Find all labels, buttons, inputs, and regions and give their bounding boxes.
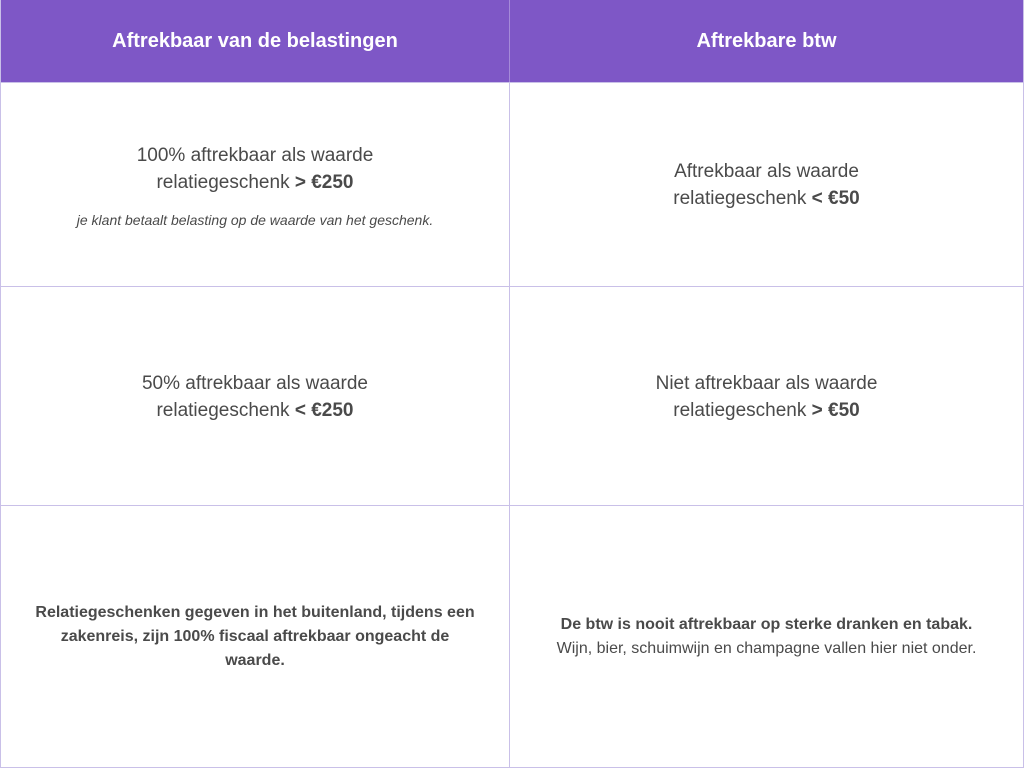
cell-main-text	[673, 158, 859, 212]
table-cell	[1, 83, 510, 287]
table-row	[1, 286, 1023, 506]
cell-text-line: 100% aftrekbaar als waarde	[136, 145, 374, 166]
cell-text-line: relatiegeschenk	[673, 188, 807, 209]
cell-threshold: > €250	[294, 172, 354, 193]
cell-text-line: 50% aftrekbaar als waarde	[141, 372, 368, 394]
header-vat-deductible: Aftrekbare btw	[696, 29, 837, 52]
table-row	[1, 505, 1023, 767]
table-header	[1, 0, 1023, 82]
cell-bold-text: De btw is nooit aftrekbaar op sterke dranken en tabak.	[560, 615, 973, 633]
cell-text-line: relatiegeschenk	[156, 172, 290, 193]
cell-threshold: > €50	[811, 399, 860, 421]
cell-text-line: Niet aftrekbaar als waarde	[655, 372, 878, 394]
cell-threshold: < €50	[811, 188, 860, 209]
cell-threshold: < €250	[294, 399, 354, 421]
cell-text-line: Aftrekbaar als waarde	[674, 161, 859, 182]
header-tax-deductible: Aftrekbaar van de belastingen	[1, 0, 510, 82]
table-row	[1, 82, 1023, 287]
table-cell	[510, 83, 1023, 287]
cell-main-text	[656, 370, 878, 424]
cell-bold-text: Relatiegeschenken gegeven in het buitenland, tijdens een zakenreis, zijn 100% fiscaal aftrekbaar ongeacht de waarde.	[35, 603, 475, 669]
table-cell	[1, 506, 510, 767]
cell-main-text	[137, 142, 374, 196]
cell-note: je klant betaalt belasting op de waarde van het geschenk.	[76, 212, 434, 228]
table-cell	[1, 287, 510, 506]
cell-main-text	[142, 370, 368, 424]
table-cell	[510, 506, 1023, 767]
cell-text-line: relatiegeschenk	[673, 399, 807, 421]
cell-text: Wijn, bier, schuimwijn en champagne vallen hier niet onder.	[556, 639, 977, 657]
cell-text-line: relatiegeschenk	[156, 399, 290, 421]
table-cell	[510, 287, 1023, 506]
